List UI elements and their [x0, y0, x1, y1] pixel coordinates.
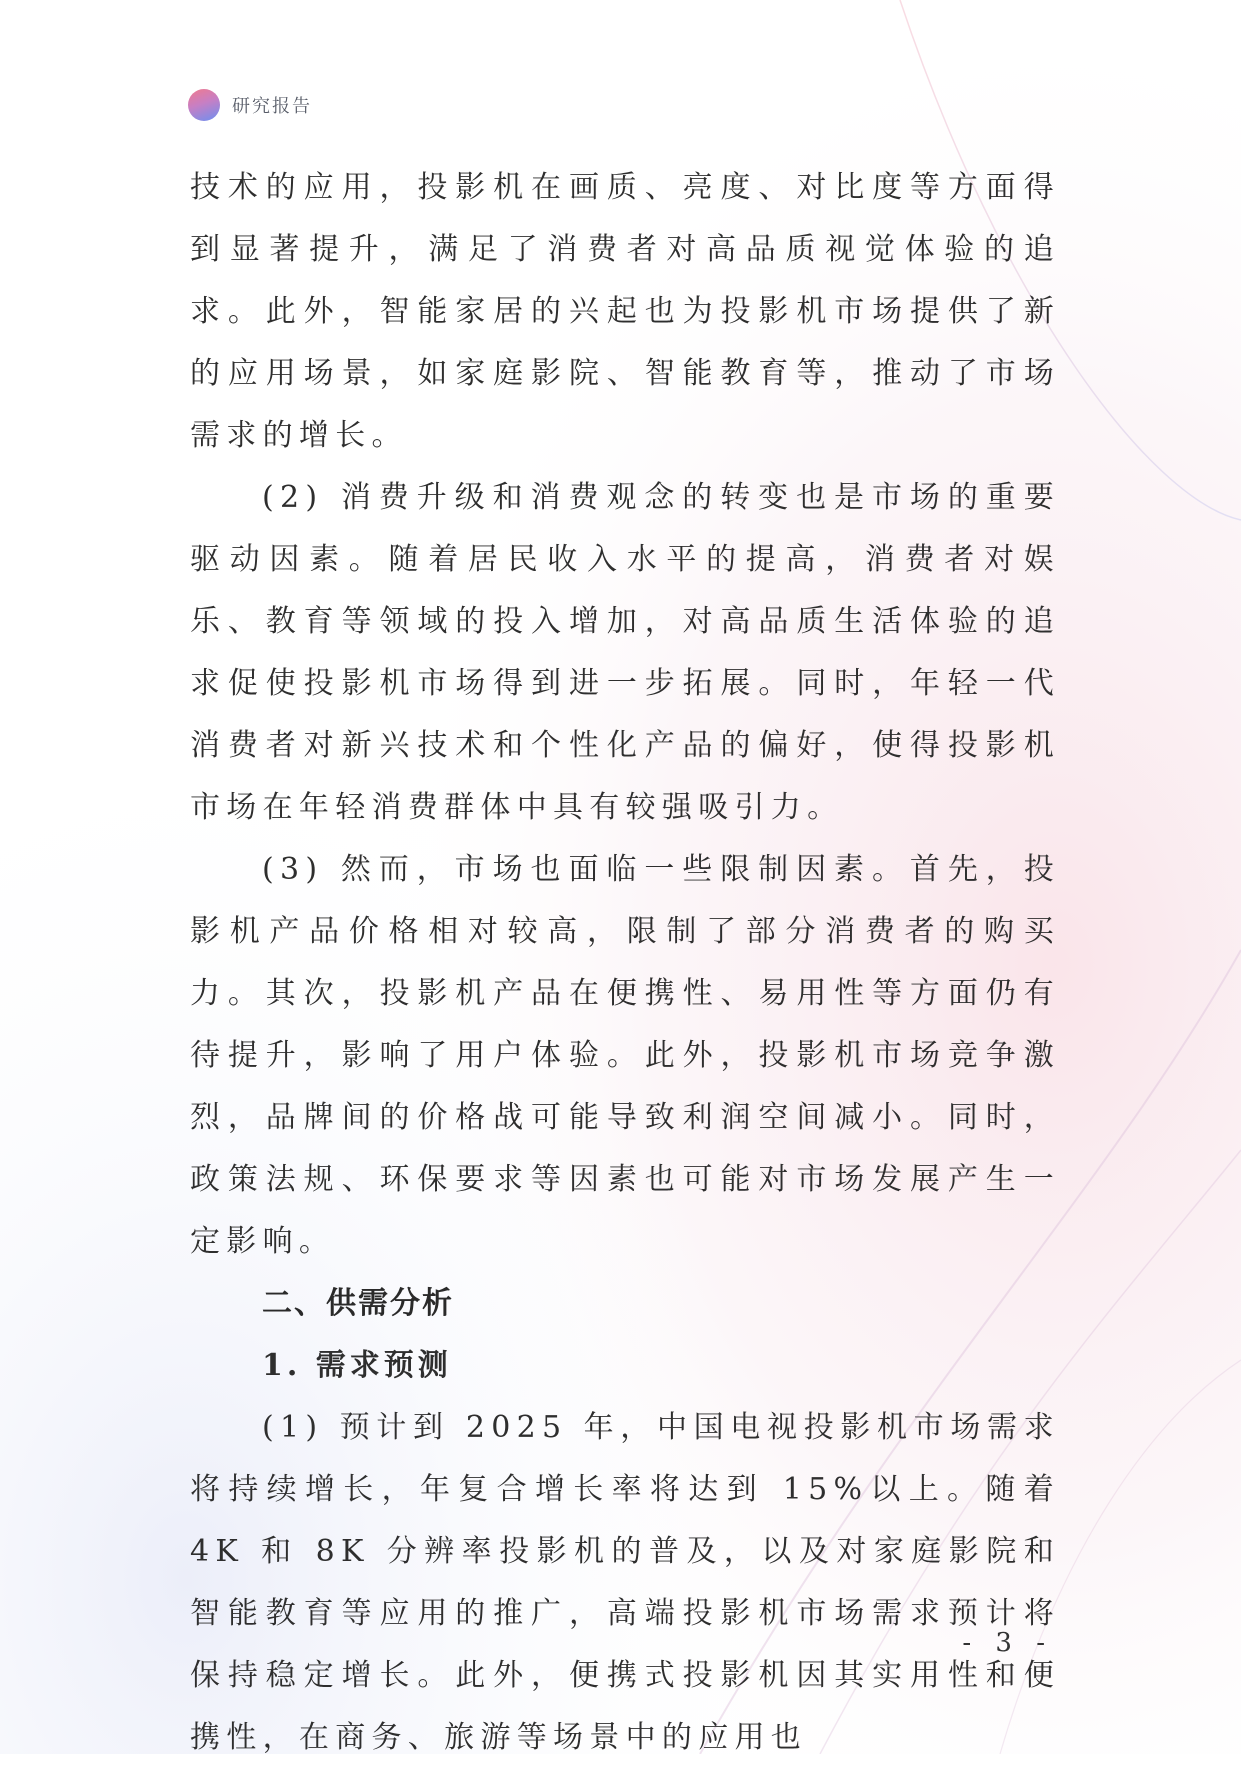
paragraph-driver-2: (2) 消费升级和消费观念的转变也是市场的重要驱动因素。随着居民收入水平的提高，消费者对娱乐、教育等领域的投入增加，对高品质生活体验的追求促使投影机市场得到进一步拓展。同时，年轻一代消费者对新兴技术和个性化产品的偏好，使得投影机市场在年轻消费群体中具有较强吸引力。 — [190, 480, 1060, 825]
document-body — [190, 157, 1060, 1769]
paragraph-limit-3: (3) 然而，市场也面临一些限制因素。首先，投影机产品价格相对较高，限制了部分消费者的购买力。其次，投影机产品在便携性、易用性等方面仍有待提升，影响了用户体验。此外，投影机市场竞争激烈，品牌间的价格战可能导致利润空间减小。同时，政策法规、环保要求等因素也可能对市场发展产生一定影响。 — [190, 852, 1060, 1259]
paragraph-forecast-1: (1) 预计到 2025 年，中国电视投影机市场需求将持续增长，年复合增长率将达到 15%以上。随着 4K 和 8K 分辨率投影机的普及，以及对家庭影院和智能教育等应用的推广，高端投影机市场需求预计将保持稳定增长。此外，便携式投影机因其实用性和便携性，在商务、旅游等场景中的应用也 — [190, 1410, 1060, 1755]
header-label: 研究报告 — [232, 96, 312, 117]
subsection-heading: 1. 需求预测 — [262, 1348, 452, 1383]
logo-circle-icon — [188, 89, 220, 121]
page-number: - 3 - — [962, 1628, 1053, 1658]
paragraph-continuation: 技术的应用，投影机在画质、亮度、对比度等方面得到显著提升，满足了消费者对高品质视觉体验的追求。此外，智能家居的兴起也为投影机市场提供了新的应用场景，如家庭影院、智能教育等，推动了市场需求的增长。 — [190, 170, 1060, 453]
section-heading: 二、供需分析 — [262, 1286, 454, 1321]
report-header — [188, 88, 312, 122]
